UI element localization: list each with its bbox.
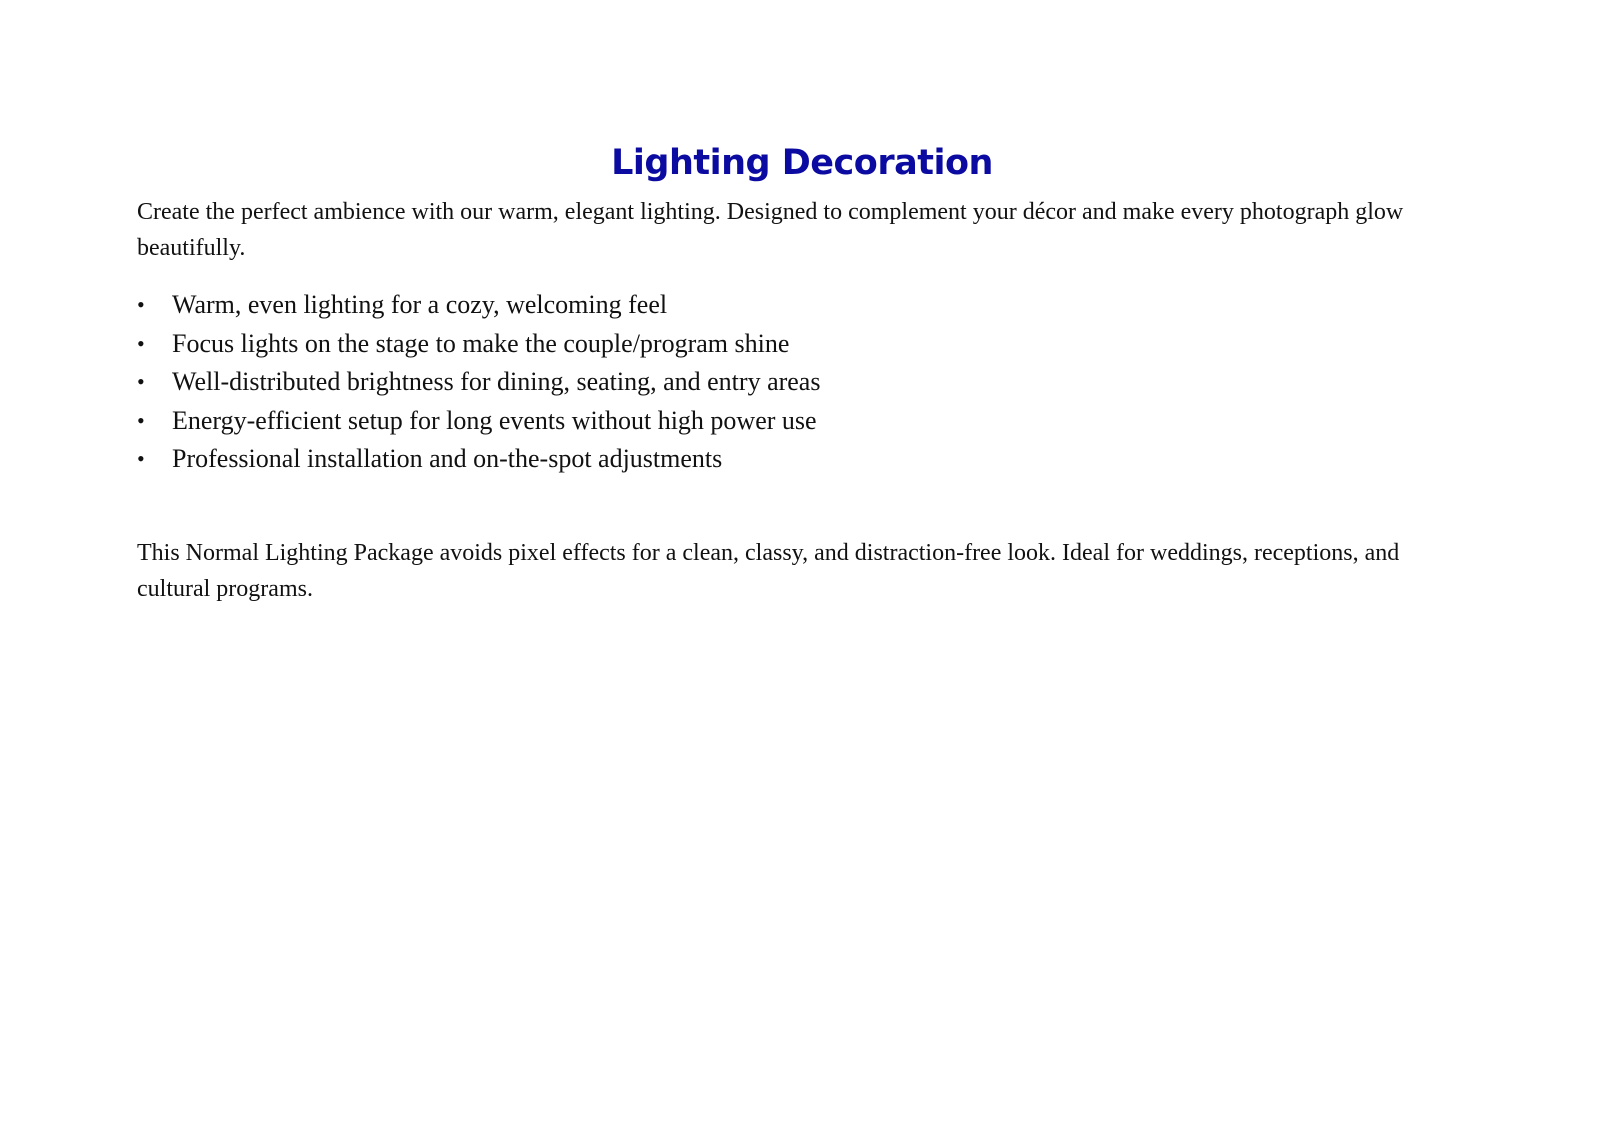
list-item: [137, 363, 1467, 402]
list-item: [137, 440, 1467, 479]
list-item: [137, 286, 1467, 325]
page-title: Lighting Decoration: [611, 143, 993, 183]
bullet-icon: •: [137, 330, 145, 356]
bullet-icon: •: [137, 292, 145, 317]
summary-paragraph: This Normal Lighting Package avoids pixel effects for a clean, classy, and distraction-free look. Ideal for weddings, receptions, and cultural programs.: [137, 539, 1400, 602]
list-item: [137, 402, 1467, 441]
list-item-text: Energy-efficient setup for long events without high power use: [172, 405, 817, 435]
list-item: [137, 325, 1467, 364]
list-item-text: Warm, even lighting for a cozy, welcoming feel: [172, 290, 668, 319]
document-page: [137, 138, 1467, 607]
bullet-icon: •: [137, 407, 145, 433]
bullet-icon: •: [137, 369, 145, 394]
bullet-icon: •: [137, 446, 145, 471]
feature-list: [137, 286, 1467, 479]
list-item-text: Focus lights on the stage to make the couple/program shine: [172, 328, 790, 358]
list-item-text: Professional installation and on-the-spot adjustments: [172, 444, 723, 473]
list-item-text: Well-distributed brightness for dining, seating, and entry areas: [172, 367, 821, 396]
intro-paragraph: Create the perfect ambience with our warm, elegant lighting. Designed to complement your décor and make every photograph glow beautifully.: [137, 199, 1404, 261]
